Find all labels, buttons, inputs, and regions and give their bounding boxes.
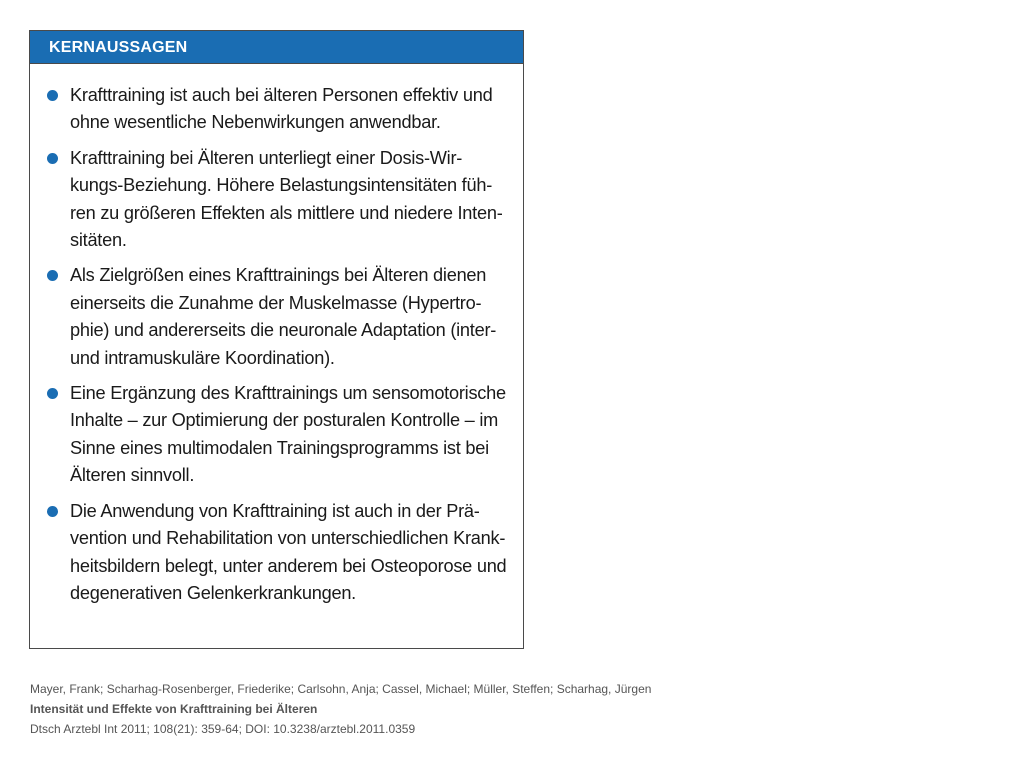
item-line: einerseits die Zunahme der Muskelmasse (Hypertro- xyxy=(70,292,482,313)
statement-list xyxy=(30,64,523,607)
citation-title: Intensität und Effekte von Krafttraining bei Älteren xyxy=(30,702,318,716)
bullet-icon xyxy=(47,506,58,517)
item-line: phie) und andererseits die neuronale Adaptation (inter- xyxy=(70,320,497,341)
bullet-icon xyxy=(47,388,58,399)
citation-source: Dtsch Arztebl Int 2011; 108(21): 359-64; DOI: 10.3238/arztebl.2011.0359 xyxy=(30,722,416,736)
bullet-icon xyxy=(47,153,58,164)
item-line: Als Zielgrößen eines Krafttrainings bei Älteren dienen xyxy=(70,265,487,286)
list-item xyxy=(30,380,513,490)
item-line: vention und Rehabilitation von unterschiedlichen Krank- xyxy=(70,528,506,549)
item-line: Krafttraining bei Älteren unterliegt einer Dosis-Wir- xyxy=(70,147,463,168)
item-line: und intramuskuläre Koordination). xyxy=(70,347,335,368)
item-line: Sinne eines multimodalen Trainingsprogramms ist bei xyxy=(70,437,489,458)
item-line: Krafttraining ist auch bei älteren Personen effektiv und xyxy=(70,85,493,105)
list-item xyxy=(30,145,513,255)
item-line: kungs-Beziehung. Höhere Belastungsintensitäten füh- xyxy=(70,175,493,196)
bullet-icon xyxy=(47,90,58,101)
item-line: Eine Ergänzung des Krafttrainings um sensomotorische xyxy=(70,383,506,404)
item-line: degenerativen Gelenkerkrankungen. xyxy=(70,582,356,603)
bullet-icon xyxy=(47,270,58,281)
list-item xyxy=(30,498,513,608)
citation-authors: Mayer, Frank; Scharhag-Rosenberger, Friederike; Carlsohn, Anja; Cassel, Michael; Müller, Steffen; Scharhag, Jürgen xyxy=(30,682,652,696)
item-line: sitäten. xyxy=(70,230,127,251)
list-item xyxy=(30,82,513,137)
box-header: KERNAUSSAGEN xyxy=(30,31,523,64)
item-line: Inhalte – zur Optimierung der posturalen Kontrolle – im xyxy=(70,410,499,431)
item-line: heitsbildern belegt, unter anderem bei Osteoporose und xyxy=(70,555,507,576)
list-item xyxy=(30,262,513,372)
item-line: ren zu größeren Effekten als mittlere und niedere Inten- xyxy=(70,202,503,223)
item-line: ohne wesentliche Nebenwirkungen anwendbar. xyxy=(70,112,441,133)
item-line: Älteren sinnvoll. xyxy=(70,465,195,486)
item-line: Die Anwendung von Krafttraining ist auch in der Prä- xyxy=(70,500,480,521)
citation xyxy=(30,679,651,739)
key-statements-box xyxy=(29,30,524,649)
